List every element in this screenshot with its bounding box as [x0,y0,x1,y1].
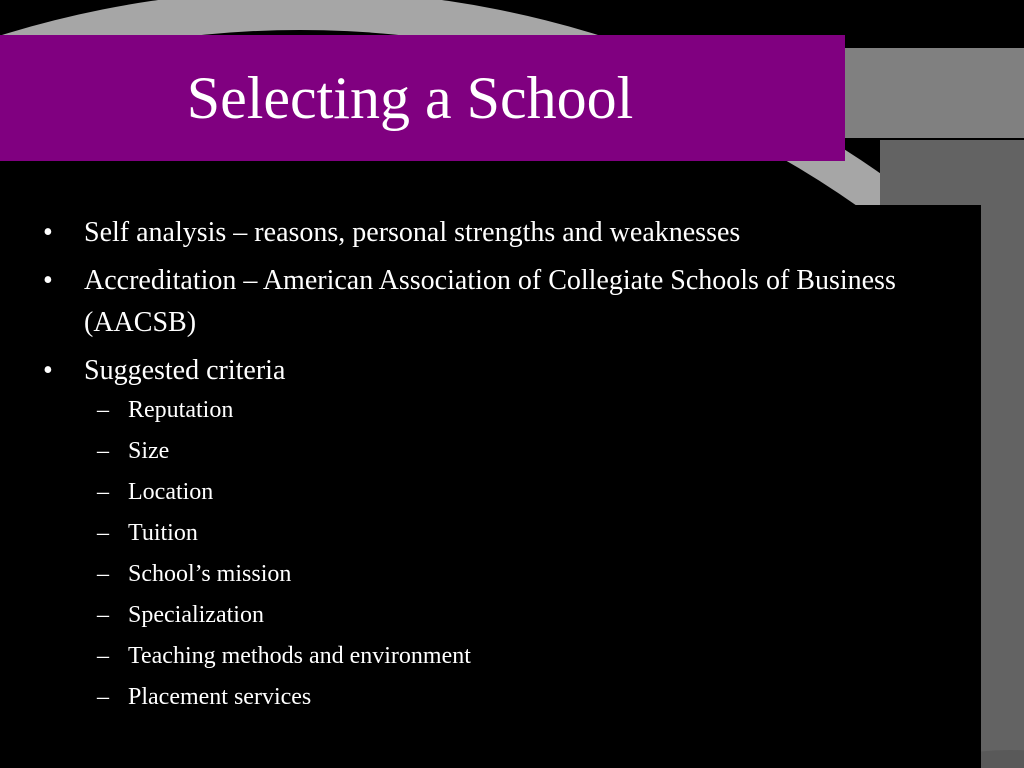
sub-bullet-marker: – [97,643,109,669]
sub-bullet-item [0,554,980,595]
bullet-list [0,212,980,718]
sub-bullet-item [0,390,980,431]
sub-bullet-list [0,390,980,718]
bullet-text: Accreditation – American Association of Collegiate Schools of Business (AACSB) [84,265,896,338]
sub-bullet-text: Placement services [128,684,312,710]
sub-bullet-marker: – [97,479,109,505]
sub-bullet-group [0,390,980,718]
sub-bullet-text: Size [128,438,170,464]
sub-bullet-item [0,636,980,677]
sub-bullet-item [0,431,980,472]
sub-bullet-item [0,677,980,718]
bullet-marker: • [43,217,53,248]
bullet-item [0,260,980,344]
bullet-marker: • [43,265,53,296]
bullet-item [0,350,980,392]
sub-bullet-text: Teaching methods and environment [128,643,471,669]
title-bar [0,35,845,161]
sub-bullet-text: Specialization [128,602,264,628]
sub-bullet-marker: – [97,602,109,628]
sub-bullet-item [0,595,980,636]
sub-bullet-marker: – [97,520,109,546]
sub-bullet-marker: – [97,438,109,464]
bullet-text: Suggested criteria [84,355,286,386]
sub-bullet-text: School’s mission [128,561,292,587]
bullet-marker: • [43,355,53,386]
bullet-item [0,212,980,254]
sub-bullet-item [0,472,980,513]
sub-bullet-marker: – [97,561,109,587]
sub-bullet-marker: – [97,397,109,423]
sub-bullet-item [0,513,980,554]
gray-band-shape [845,48,1024,138]
sub-bullet-text: Tuition [128,520,198,546]
sub-bullet-text: Reputation [128,397,234,423]
slide-title: Selecting a School [186,65,634,131]
sub-bullet-text: Location [128,479,214,505]
sub-bullet-marker: – [97,684,109,710]
bullet-text: Self analysis – reasons, personal strengths and weaknesses [84,217,741,248]
